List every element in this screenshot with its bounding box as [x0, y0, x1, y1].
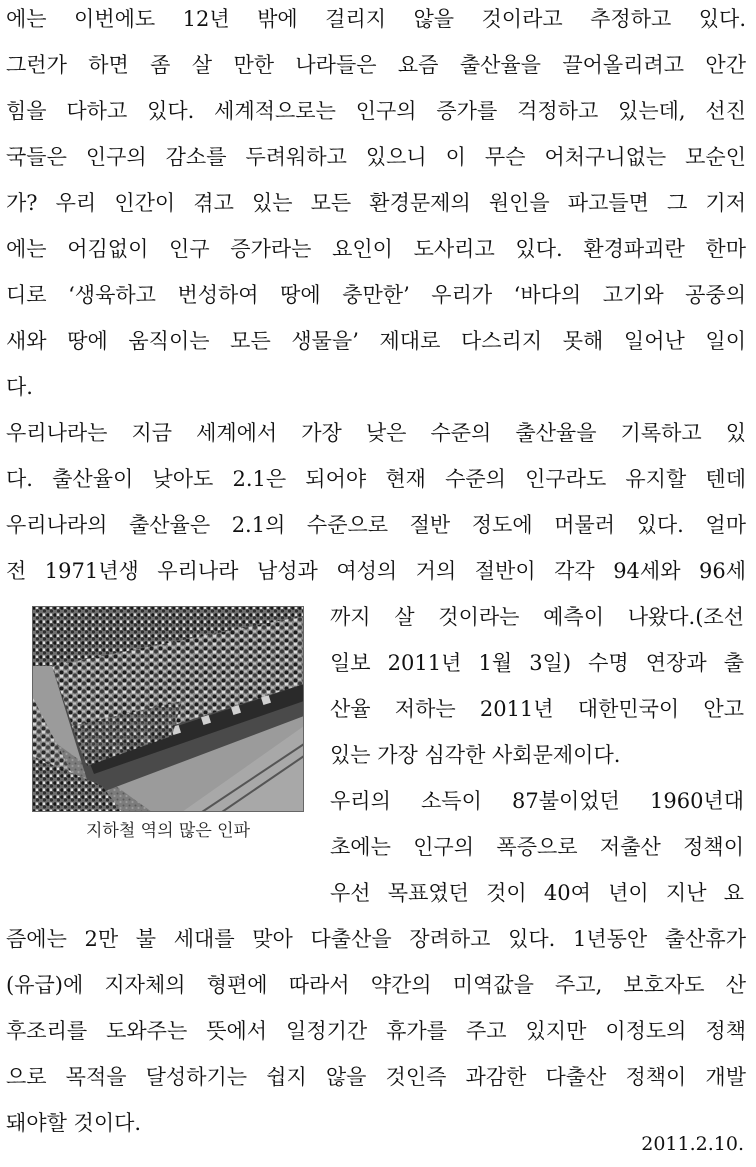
- text-line: 우리의 소득이 87불이었던 1960년대: [330, 789, 744, 813]
- text-line: 그런가 하면 좀 살 만한 나라들은 요즘 출산율을 끌어올리려고 안간: [6, 53, 746, 77]
- text-line: 에는 어김없이 인구 증가라는 요인이 도사리고 있다. 환경파괴란 한마: [6, 237, 746, 261]
- text-line: 전 1971년생 우리나라 남성과 여성의 거의 절반이 각각 94세와 96세: [6, 559, 746, 583]
- text-line: 일보 2011년 1월 3일) 수명 연장과 출: [330, 651, 744, 675]
- text-line: 있는 가장 심각한 사회문제이다.: [330, 743, 621, 767]
- text-line: 후조리를 도와주는 뜻에서 일정기간 휴가를 주고 있지만 이정도의 정책: [6, 1019, 746, 1043]
- text-line: 우리나라의 출산율은 2.1의 수준으로 절반 정도에 머물러 있다. 얼마: [6, 513, 746, 537]
- text-line: 다. 출산율이 낮아도 2.1은 되어야 현재 수준의 인구라도 유지할 텐데: [6, 467, 746, 491]
- text-line: 초에는 인구의 폭증으로 저출산 정책이: [330, 835, 744, 859]
- text-line: 새와 땅에 움직이는 모든 생물을’ 제대로 다스리지 못해 일어난 일이: [6, 329, 746, 353]
- text-line: 까지 살 것이라는 예측이 나왔다.(조선: [330, 605, 744, 629]
- text-line: 우리나라는 지금 세계에서 가장 낮은 수준의 출산율을 기록하고 있: [6, 421, 746, 445]
- text-line: 우선 목표였던 것이 40여 년이 지난 요: [330, 881, 744, 905]
- text-line: 디로 ‘생육하고 번성하여 땅에 충만한’ 우리가 ‘바다의 고기와 공중의: [6, 283, 746, 307]
- crowded-train-photo: [32, 606, 304, 812]
- text-line: 산율 저하는 2011년 대한민국이 안고: [330, 697, 744, 721]
- text-line: (유급)에 지자체의 형편에 따라서 약간의 미역값을 주고, 보호자도 산: [6, 973, 746, 997]
- photo-illustration: [32, 606, 304, 812]
- text-line: 다.: [6, 375, 33, 399]
- text-line: 에는 이번에도 12년 밖에 걸리지 않을 것이라고 추정하고 있다.: [6, 7, 746, 31]
- text-line: 즘에는 2만 불 세대를 맞아 다출산을 장려하고 있다. 1년동안 출산휴가: [6, 927, 746, 951]
- document-date: 2011.2.10.: [641, 1133, 744, 1155]
- figure-caption: 지하철 역의 많은 인파: [85, 821, 250, 841]
- text-line: 힘을 다하고 있다. 세계적으로는 인구의 증가를 걱정하고 있는데, 선진: [6, 99, 746, 123]
- text-line: 가? 우리 인간이 겪고 있는 모든 환경문제의 원인을 파고들면 그 기저: [6, 191, 746, 215]
- text-line: 국들은 인구의 감소를 두려워하고 있으니 이 무슨 어처구니없는 모순인: [6, 145, 746, 169]
- text-line: 돼야할 것이다.: [6, 1111, 142, 1135]
- text-line: 으로 목적을 달성하기는 쉽지 않을 것인즉 과감한 다출산 정책이 개발: [6, 1065, 746, 1089]
